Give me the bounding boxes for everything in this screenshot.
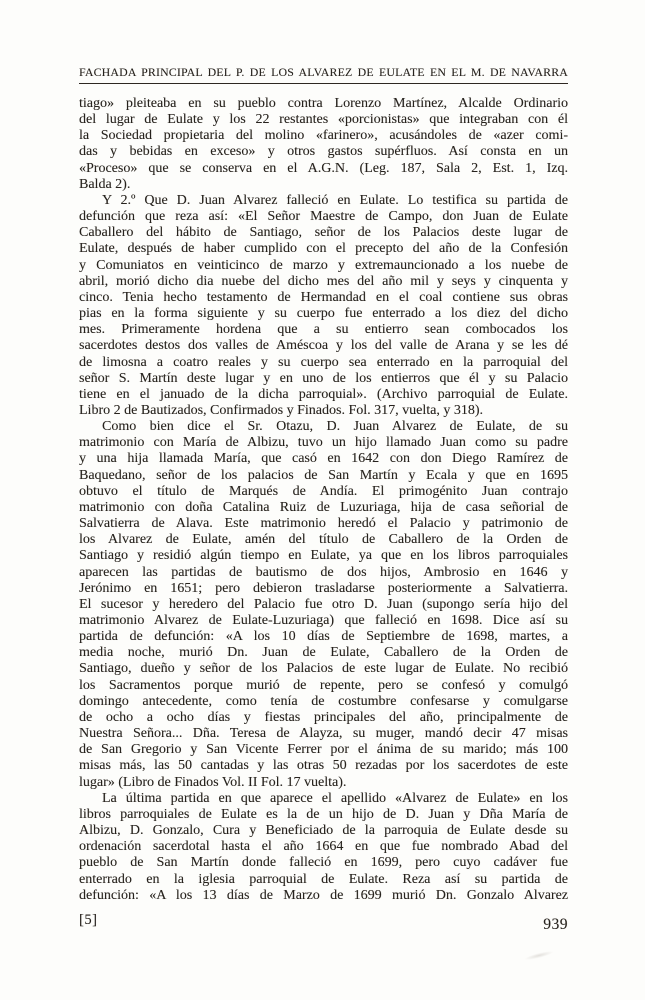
text-line: matrimonio con María de Albizu, tuvo un hijo llamado Juan como su padre — [79, 435, 568, 451]
text-line: partida de defunción: «A los 10 días de Septiembre de 1698, martes, a — [79, 629, 568, 645]
text-line: matrimonio con doña Catalina Ruiz de Luzuriaga, hija de casa señorial de — [79, 499, 568, 515]
text-line: La última partida en que aparece el apellido «Alvarez de Eulate» en los — [102, 790, 568, 806]
text-line: Santiago, dueño y señor de los Palacios de este lugar de Eulate. No recibió — [79, 661, 568, 677]
page-footer — [79, 912, 568, 934]
paragraph — [79, 96, 568, 193]
text-line: abril, morió dicho dia nuebe del dicho mes del año mil y seys y cinquenta y — [79, 273, 568, 289]
text-line: y una hija llamada María, que casó en 1642 con don Diego Ramírez de — [79, 451, 568, 467]
text-line: «Proceso» que se conserva en el A.G.N. (Leg. 187, Sala 2, Est. 1, Izq. — [79, 160, 568, 176]
text-line: Caballero del hábito de Santiago, señor de los Palacios deste lugar de — [79, 225, 568, 241]
text-line: Salvatierra de Alava. Este matrimonio heredó el Palacio y patrimonio de — [79, 516, 568, 532]
text-line: sacerdotes destos dos valles de Améscoa y los del valle de Arana y se les dé — [79, 338, 568, 354]
text-line: pueblo de San Martín donde falleció en 1699, pero cuyo cadáver fue — [79, 855, 568, 871]
text-line: defunción que reza así: «El Señor Maestre de Campo, don Juan de Eulate — [79, 209, 568, 225]
signature-mark: [5] — [79, 912, 98, 928]
text-line: Eulate, después de haber cumplido con el precepto del año de la Confesión — [79, 241, 568, 257]
text-line: obtuvo el título de Marqués de Andía. El primogénito Juan contrajo — [79, 483, 568, 499]
body-text — [79, 96, 568, 904]
text-line: aparecen las partidas de bautismo de dos hijos, Ambrosio en 1646 y — [79, 564, 568, 580]
text-line: El sucesor y heredero del Palacio fue otro D. Juan (supongo sería hijo del — [79, 596, 568, 612]
text-line: los Sacramentos porque murió de repente, pero se confesó y comulgó — [79, 677, 568, 693]
text-line: la Sociedad propietaria del molino «farinero», acusándoles de «azer comi- — [79, 128, 568, 144]
text-line: Libro 2 de Bautizados, Confirmados y Finados. Fol. 317, vuelta, y 318). — [79, 402, 484, 418]
text-line: misas más, las 50 cantadas y las otras 50 rezadas por los sacerdotes de este — [79, 758, 568, 774]
text-line: tiene en el januado de la dicha parroquial». (Archivo parroquial de Eulate. — [79, 386, 568, 402]
text-line: Jerónimo en 1651; pero debieron trasladarse posteriormente a Salvatierra. — [79, 580, 568, 596]
page-number: 939 — [543, 916, 568, 933]
text-line: ordenación sacerdotal hasta el año 1664 en que fue nombrado Abad del — [79, 839, 568, 855]
text-line: enterrado en la iglesia parroquial de Eulate. Reza así su partida de — [79, 871, 568, 887]
text-line: de San Gregorio y San Vicente Ferrer por el ánima de su marido; más 100 — [79, 742, 568, 758]
paragraph — [79, 419, 568, 791]
text-line: domingo antecedente, como tenía de costumbre confesarse y comulgarse — [79, 693, 568, 709]
running-header — [79, 65, 568, 84]
text-line: los Alvarez de Eulate, amén del título de Caballero de la Orden de — [79, 532, 568, 548]
text-line: pias en la forma siguiente y su cuerpo fue enterrado a los diez del dicho — [79, 306, 568, 322]
scan-smudge — [524, 949, 554, 961]
text-line: de ocho a ocho días y fiestas principales del año, principalmente de — [79, 709, 568, 725]
text-line: lugar» (Libro de Finados Vol. II Fol. 17 vuelta). — [79, 774, 347, 790]
text-line: Nuestra Señora... Dña. Teresa de Alayza, su muger, mandó decir 47 misas — [79, 726, 568, 742]
text-line: matrimonio Alvarez de Eulate-Luzuriaga) que falleció en 1698. Dice así su — [79, 613, 568, 628]
text-line: señor S. Martín deste lugar y en uno de los entierros que él y su Palacio — [79, 370, 568, 386]
text-line: Santiago y residió algún tiempo en Eulate, ya que en los libros parroquiales — [79, 548, 568, 564]
text-line: das y bebidas en exceso» y otros gastos supérfluos. Así consta en un — [79, 144, 568, 160]
text-line: Baquedano, señor de los palacios de San Martín y Ecala y que en 1695 — [79, 467, 568, 483]
paragraph — [79, 791, 568, 904]
paragraph — [79, 193, 568, 419]
text-line: y Comuniatos en veinticinco de marzo y extremauncionado a los nuebe de — [79, 257, 568, 273]
text-line: Balda 2). — [79, 176, 131, 192]
text-line: libros parroquiales de Eulate es la de un hijo de D. Juan y Dña María de — [79, 806, 568, 822]
text-line: cinco. Tenia hecho testamento de Hermandad en el coal contiene sus obras — [79, 289, 568, 305]
text-line: media noche, murió Dn. Juan de Eulate, Caballero de la Orden de — [79, 645, 568, 661]
text-line: Como bien dice el Sr. Otazu, D. Juan Alvarez de Eulate, de su — [102, 419, 568, 435]
text-line: Y 2.º Que D. Juan Alvarez falleció en Eulate. Lo testifica su partida de — [102, 192, 568, 208]
running-header-title: FACHADA PRINCIPAL DEL P. DE LOS ALVAREZ DE EULATE EN EL M. DE NAVARRA — [79, 65, 568, 84]
text-line: del lugar de Eulate y los 22 restantes «porcionistas» que integraban con él — [79, 112, 568, 128]
text-line: de limosna a coatro reales y su cuerpo sea enterrado en la parroquial del — [79, 354, 568, 370]
text-line: mes. Primeramente hordena que a su entierro sean combocados los — [79, 322, 568, 338]
text-line: tiago» pleiteaba en su pueblo contra Lorenzo Martínez, Alcalde Ordinario — [79, 96, 568, 111]
text-line: Albizu, D. Gonzalo, Cura y Beneficiado de la parroquia de Eulate desde su — [79, 823, 568, 839]
text-line: defunción: «A los 13 días de Marzo de 1699 murió Dn. Gonzalo Alvarez — [79, 887, 568, 903]
